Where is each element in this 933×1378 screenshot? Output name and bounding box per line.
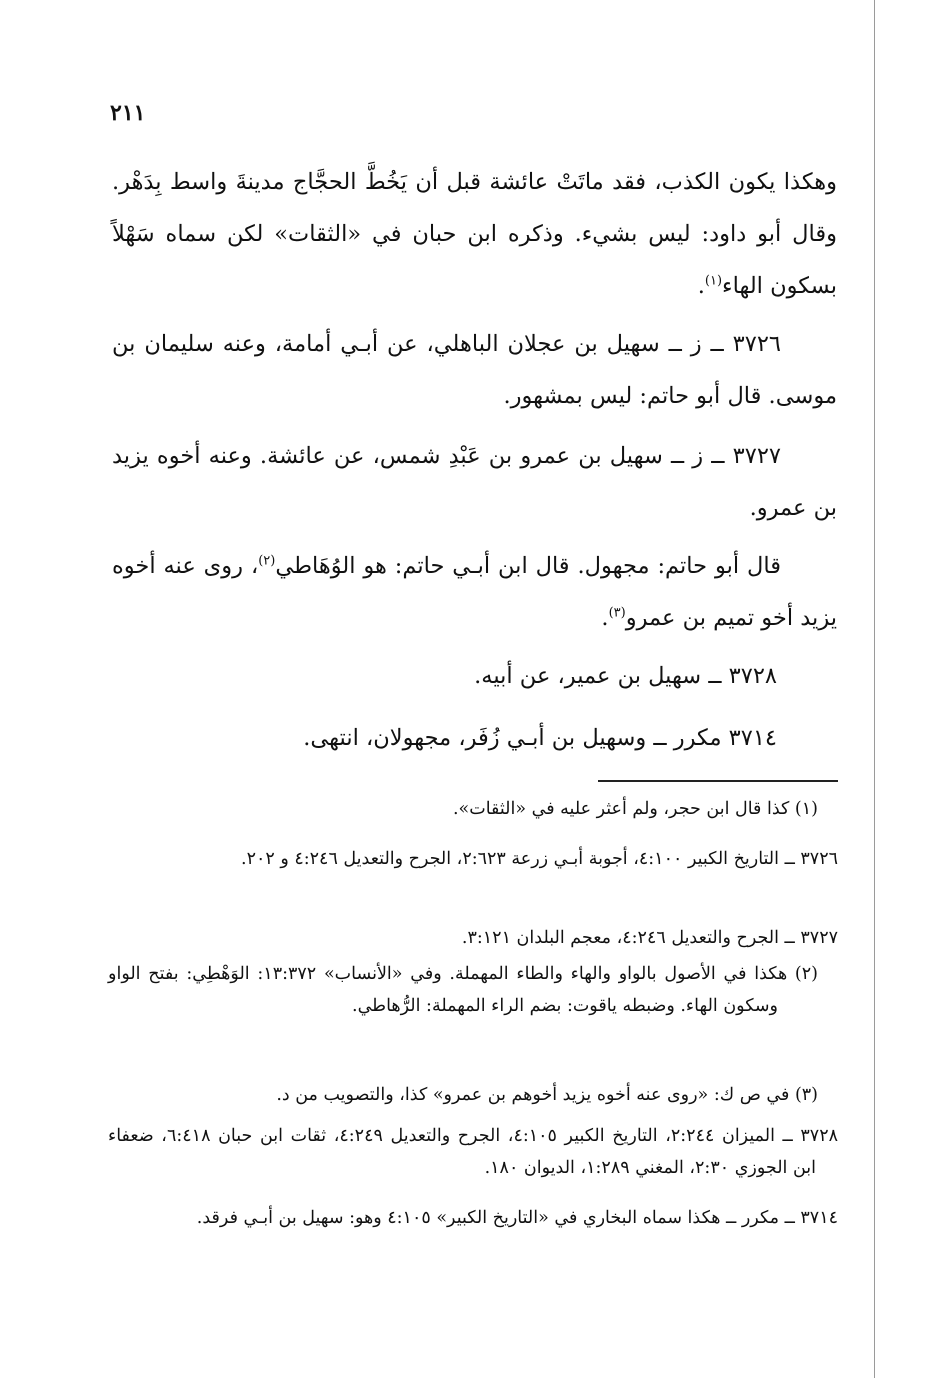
page-edge-line: [874, 0, 875, 1378]
comment-end: .: [601, 605, 609, 631]
source-text: ٣٧٢٧ ــ الجرح والتعديل ٤:٢٤٦، معجم البلدان ٣:١٢١.: [461, 928, 838, 948]
entry-3726: [112, 318, 837, 422]
source-text: ٣٧٢٦ ــ التاريخ الكبير ٤:١٠٠، أجوبة أبـي زرعة ٢:٦٢٣، الجرح والتعديل ٤:٢٤٦ و ٢٠٢.: [241, 849, 838, 869]
source-note-3726: [108, 843, 838, 875]
source-text: ٣٧٢٨ ــ الميزان ٢:٢٤٤، التاريخ الكبير ٤:١٠٥، الجرح والتعديل ٤:٢٤٩، ثقات ابن حبان ٦:٤١٨، ضعفاء ابن الجوزي ٢:٣٠، المغني ١:٢٨٩، الديوان ١٨٠.: [108, 1126, 838, 1178]
footnote-text: (٢) هكذا في الأصول بالواو والهاء والطاء المهملة. وفي «الأنساب» ١٣:٣٧٢: الوَهْطِي: بفتح الواو وسكون الهاء. وضبطه ياقوت: بضم الراء المهملة: الرُّهاطي.: [108, 964, 818, 1016]
footnote-marker: (١): [704, 273, 723, 289]
comment-text: [112, 540, 837, 644]
paragraph-text: وهكذا يكون الكذب، فقد ماتَتْ عائشة قبل أن يَخُطَّ الحجَّاج مدينةَ واسط بِدَهْر. وقال أبو داود: ليس بشيء. وذكره ابن حبان في «الثقات» لكن سماه سَهْلاً بسكون الهاء: [112, 169, 837, 299]
footnote-marker: (٢): [258, 553, 276, 569]
source-text: ٣٧١٤ ــ مكرر ــ هكذا سماه البخاري في «التاريخ الكبير» ٤:١٠٥ وهو: سهيل بن أبـي فرقد.: [196, 1208, 838, 1228]
footnote-marker: (٣): [608, 605, 626, 621]
entry-3727-comment: [112, 540, 837, 644]
entry-3714-repeat: ٣٧١٤ مكرر ــ وسهيل بن أبـي زُفَر، مجهولان، انتهى.: [303, 725, 777, 751]
paragraph-end: .: [697, 273, 705, 299]
source-note-3727: [108, 922, 838, 954]
entry-3728: ٣٧٢٨ ــ سهيل بن عمير، عن أبيه.: [474, 663, 777, 689]
footnote-1: [108, 793, 838, 825]
entry-3727: [112, 430, 837, 534]
entry-text: ٣٧٢٦ ــ ز ــ سهيل بن عجلان الباهلي، عن أبـي أمامة، وعنه سليمان بن موسى. قال أبو حاتم: ليس بمشهور.: [112, 331, 837, 409]
source-note-3714: [108, 1202, 838, 1234]
entry-text: ٣٧٢٧ ــ ز ــ سهيل بن عمرو بن عَبْدِ شمس، عن عائشة. وعنه أخوه يزيد بن عمرو.: [112, 443, 837, 521]
source-note-3728: [108, 1120, 838, 1184]
footnote-3: [108, 1079, 838, 1111]
footnote-text: (٣) في ص ك: «روى عنه أخوه يزيد أخوهم بن عمرو» كذا، والتصويب من د.: [276, 1085, 818, 1105]
comment-part-b: ، روى عنه أخوه يزيد أخو تميم بن عمرو: [112, 553, 837, 631]
footnote-separator: [598, 780, 838, 782]
footnote-text: (١) كذا قال ابن حجر، ولم أعثر عليه في «الثقات».: [452, 799, 818, 819]
comment-part-a: قال أبو حاتم: مجهول. قال ابن أبـي حاتم: هو الوُهَاطي: [275, 553, 781, 579]
page-number: ٢١١: [110, 100, 146, 126]
paragraph-continuation: [112, 156, 837, 312]
footnote-2: [108, 958, 838, 1022]
